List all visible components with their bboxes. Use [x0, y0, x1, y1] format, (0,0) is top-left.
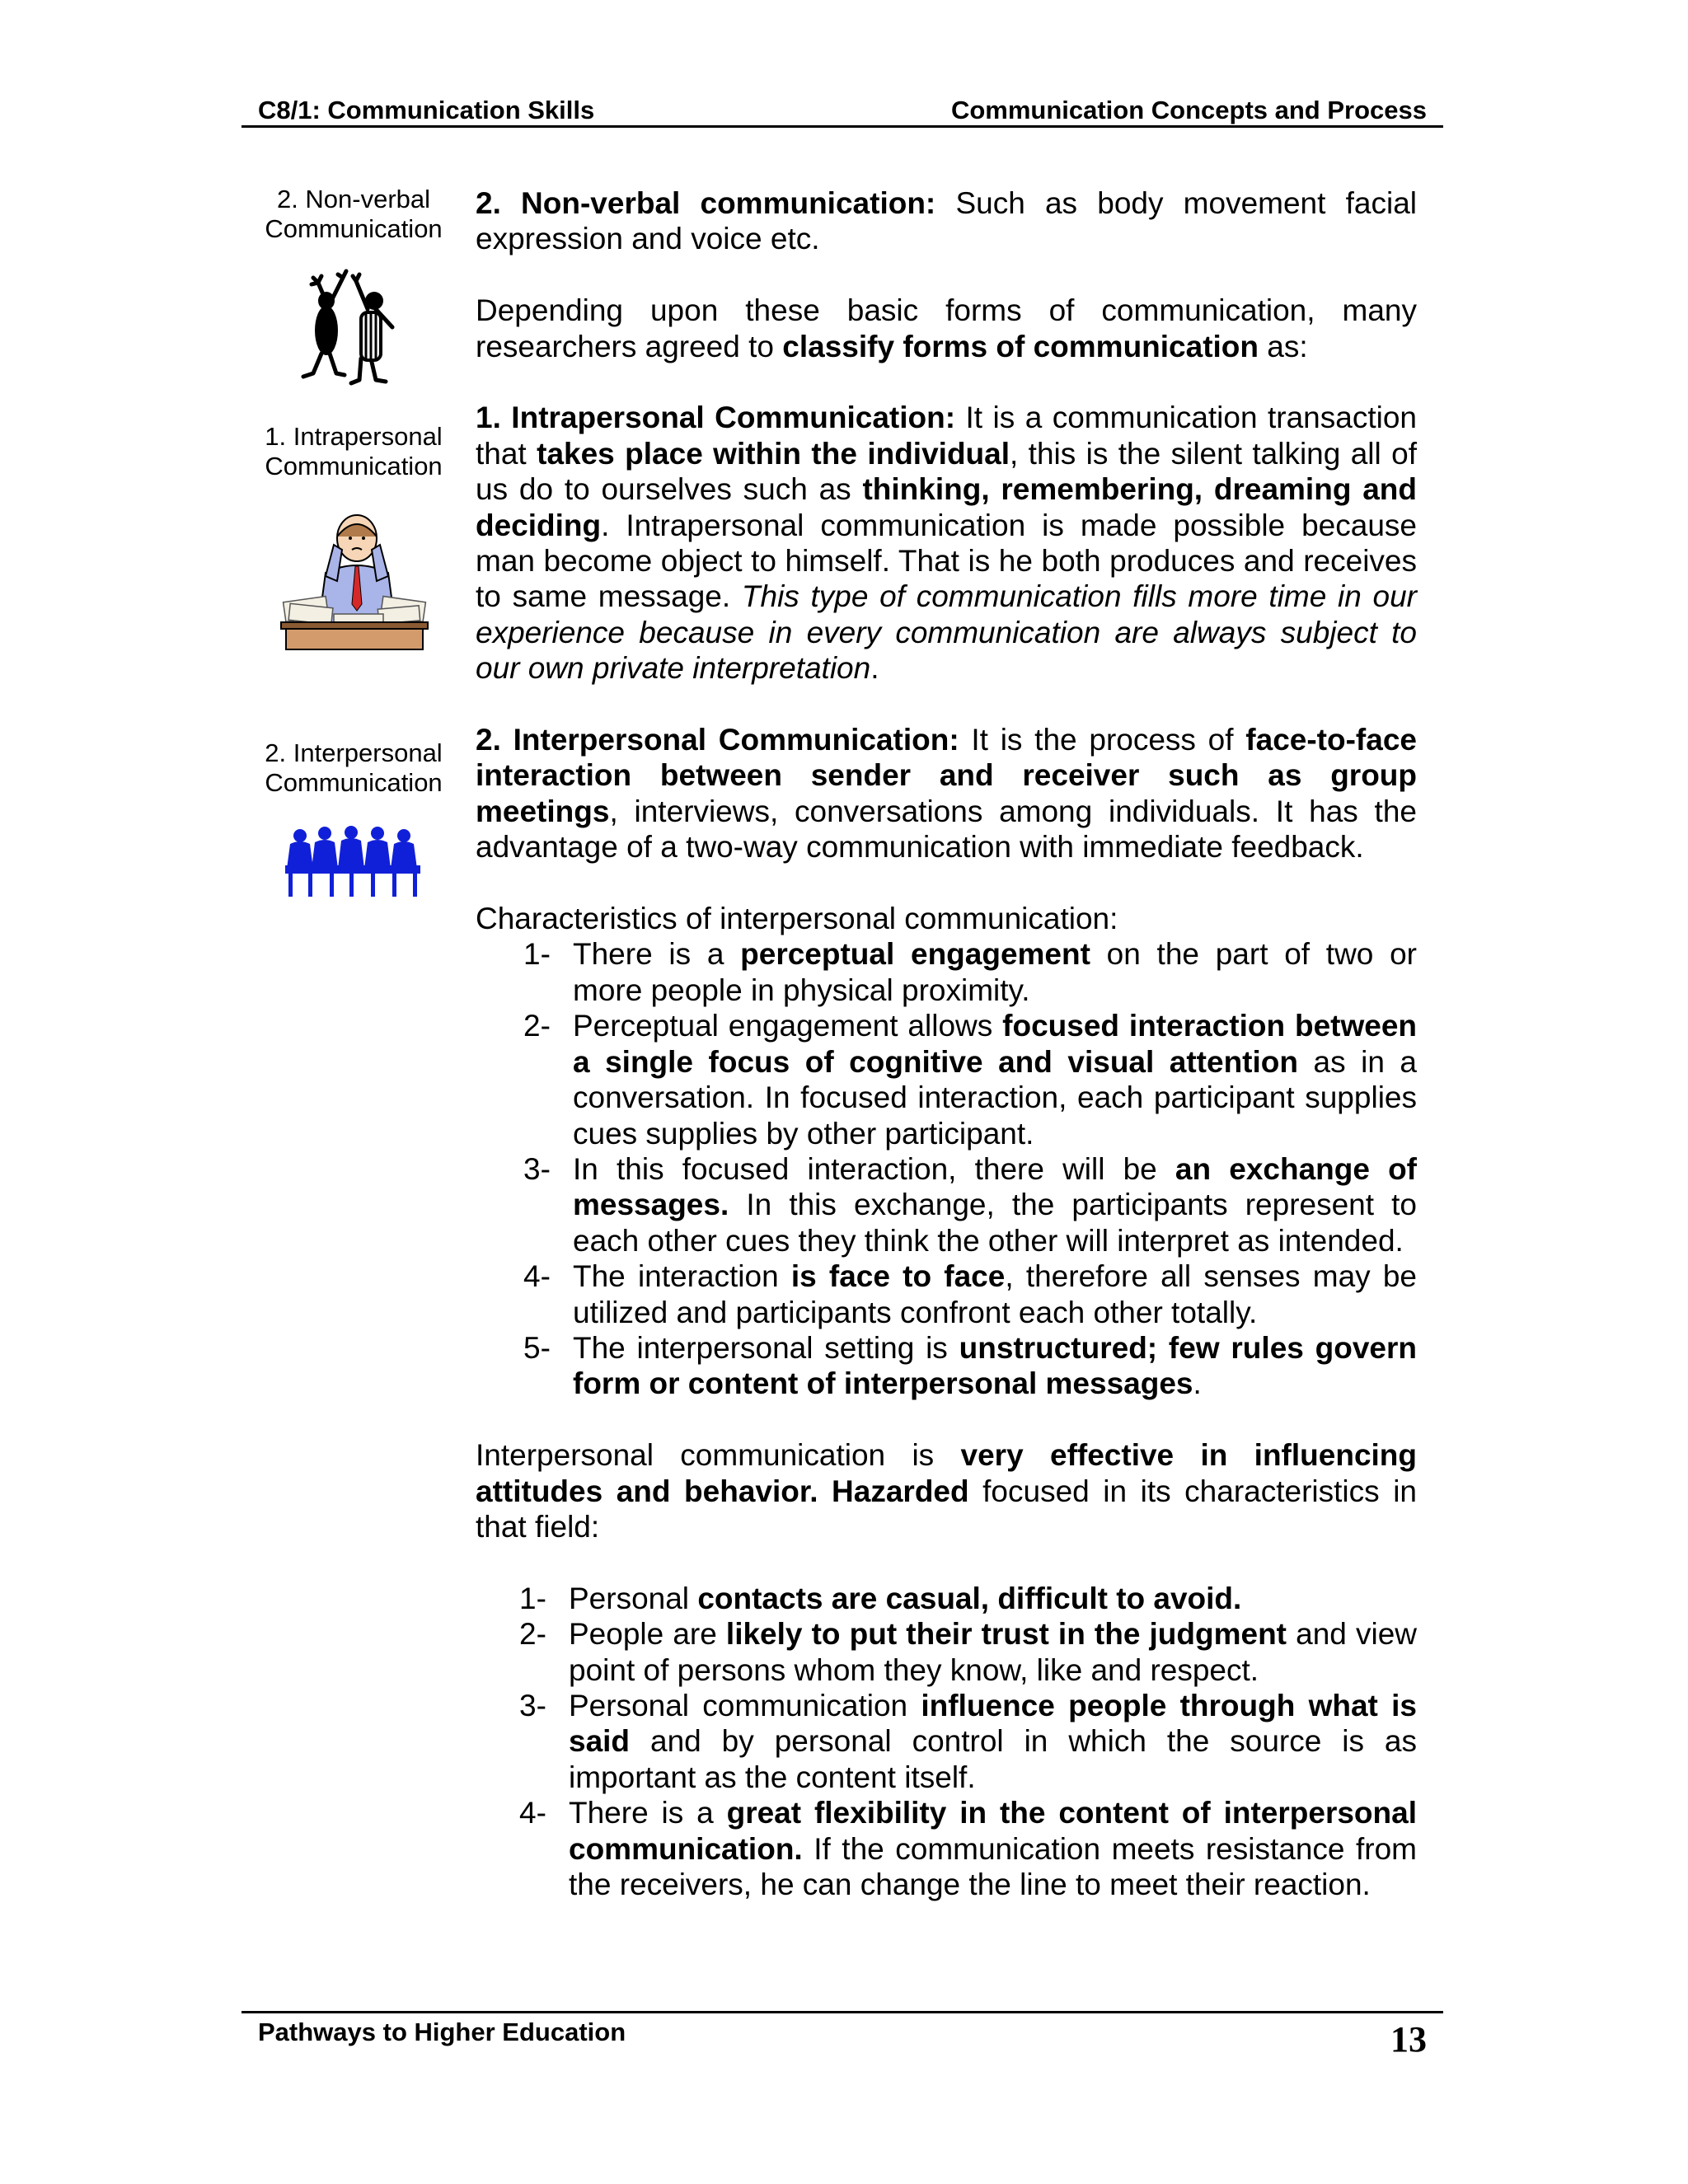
- bold-run: classify forms of communication: [782, 329, 1259, 363]
- bold-run: influence people through what is said: [569, 1688, 1418, 1759]
- list-item: [519, 1688, 1418, 1795]
- list-item: [519, 1581, 1417, 1616]
- paragraph-nonverbal: [476, 185, 1417, 257]
- text-run: and by personal control in which the source is as important as the content itself.: [569, 1724, 1417, 1794]
- characteristics-intro: Characteristics of interpersonal communication:: [476, 902, 1118, 936]
- list-item: [519, 1795, 1417, 1902]
- text-run: There is a: [569, 1796, 727, 1830]
- bold-run: perceptual engagement: [740, 937, 1090, 972]
- bold-run: face-to-face interaction between sender and receiver such as group meetings: [476, 723, 1417, 828]
- list-item: [523, 1008, 1418, 1151]
- bold-run: an exchange of messages.: [573, 1151, 1418, 1222]
- margin-note-interpersonal: [252, 738, 455, 798]
- text-run: In this focused interaction, there will be: [573, 1151, 1175, 1186]
- bold-run: takes place within the individual: [537, 436, 1010, 471]
- list-number: 1-: [523, 937, 551, 972]
- text-run: Such as body movement facial expression and voice etc.: [476, 186, 1417, 256]
- text-run: Depending upon these basic forms of communication, many researchers agreed to: [476, 293, 1417, 363]
- text-run: .: [1193, 1366, 1202, 1401]
- bold-run: very effective in influencing attitudes and behavior. Hazarded: [476, 1438, 1418, 1508]
- bold-run: unstructured; few rules govern form or content of interpersonal messages: [573, 1330, 1418, 1401]
- margin-note-line: Communication: [265, 452, 443, 480]
- margin-note-intrapersonal: [252, 422, 455, 481]
- page-footer: [241, 2011, 1443, 2063]
- list-item: [523, 1330, 1418, 1402]
- list-number: 4-: [519, 1796, 546, 1830]
- list-number: 2-: [523, 1009, 551, 1043]
- list-number: 3-: [523, 1151, 551, 1186]
- chapter-title: Communication Concepts and Process: [950, 96, 1427, 124]
- list-item: [523, 1258, 1417, 1330]
- bold-run: likely to put their trust in the judgment: [725, 1617, 1287, 1652]
- group-meeting-icon: [284, 824, 422, 898]
- bold-run: is face to face: [790, 1259, 1006, 1294]
- page-number: 13: [1390, 2019, 1427, 2060]
- text-run: It is a communication transaction that: [476, 401, 1417, 471]
- page-header: [241, 92, 1443, 128]
- list-item: [519, 1616, 1417, 1688]
- margin-note-line: Communication: [265, 768, 443, 797]
- list-number: 3-: [519, 1688, 546, 1722]
- italic-run: This type of communication fills more time in our experience because in every communication are always subject to our own private interpretation: [476, 579, 1418, 686]
- list-item: [523, 936, 1417, 1008]
- margin-note-line: 1. Intrapersonal: [265, 422, 443, 451]
- paragraph-interpersonal: [476, 722, 1417, 865]
- dancing-figures-icon: [288, 268, 412, 391]
- text-run: and view point of persons whom they know, like and respect.: [569, 1617, 1417, 1687]
- text-run: , therefore all senses may be utilized and participants confront each other totally.: [573, 1259, 1417, 1329]
- list-number: 4-: [523, 1259, 551, 1294]
- text-run: Perceptual engagement allows: [573, 1009, 1003, 1043]
- text-run: It is the process of: [959, 723, 1246, 757]
- text-run: . Intrapersonal communication is made possible because man become object to himself. That is he both produces and receives to same message.: [476, 508, 1417, 614]
- bold-run: contacts are casual, difficult to avoid.: [697, 1581, 1242, 1615]
- course-title: C8/1: Communication Skills: [258, 96, 595, 124]
- list-number: 5-: [523, 1330, 551, 1365]
- paragraph-classify: [476, 293, 1417, 364]
- bold-run: focused interaction between a single focus of cognitive and visual attention: [573, 1009, 1418, 1079]
- margin-note-nonverbal: [252, 185, 455, 244]
- main-content: [476, 185, 1417, 1938]
- stressed-worker-at-desk-icon: [276, 507, 433, 651]
- paragraph-intrapersonal: [476, 400, 1417, 686]
- text-run: Personal communication: [569, 1688, 921, 1722]
- text-run: If the communication meets resistance from the receivers, he can change the line to meet their reaction.: [569, 1831, 1417, 1901]
- text-run: as in a conversation. In focused interaction, each participant supplies cues supplies by other participant.: [573, 1044, 1417, 1151]
- text-run: focused in its characteristics in that field:: [476, 1474, 1417, 1544]
- margin-note-line: 2. Non-verbal: [276, 185, 431, 213]
- footer-title: Pathways to Higher Education: [258, 2018, 626, 2046]
- text-run: The interpersonal setting is: [573, 1330, 959, 1365]
- list-item: [523, 1151, 1418, 1258]
- text-run: The interaction: [573, 1259, 791, 1294]
- text-run: In this exchange, the participants represent to each other cues they think the other will interpret as intended.: [573, 1188, 1417, 1258]
- list-number: 1-: [519, 1581, 546, 1615]
- text-run: on the part of two or more people in physical proximity.: [573, 937, 1417, 1007]
- margin-note-line: 2. Interpersonal: [265, 738, 443, 767]
- list-number: 2-: [519, 1617, 546, 1652]
- nonverbal-heading: 2. Non-verbal communication:: [476, 186, 936, 220]
- text-run: Interpersonal communication is: [476, 1438, 961, 1473]
- text-run: People are: [569, 1617, 726, 1652]
- characteristics-list: [476, 936, 1417, 1401]
- text-run: , this is the silent talking all of us do to ourselves such as: [476, 436, 1417, 507]
- text-run: Personal: [569, 1581, 698, 1615]
- bold-run: great flexibility in the content of interpersonal communication.: [569, 1796, 1417, 1866]
- bold-run: thinking, remembering, dreaming and deciding: [476, 472, 1417, 542]
- text-run: There is a: [573, 937, 741, 972]
- text-run: .: [870, 651, 879, 686]
- paragraph-effective: [476, 1437, 1417, 1544]
- intrapersonal-heading: 1. Intrapersonal Communication:: [476, 401, 956, 435]
- influence-list: [476, 1581, 1417, 1903]
- margin-note-line: Communication: [265, 214, 443, 243]
- interpersonal-heading: 2. Interpersonal Communication:: [476, 723, 959, 757]
- text-run: , interviews, conversations among individuals. It has the advantage of a two-way communication with immediate feedback.: [476, 794, 1417, 865]
- text-run: as:: [1259, 329, 1308, 363]
